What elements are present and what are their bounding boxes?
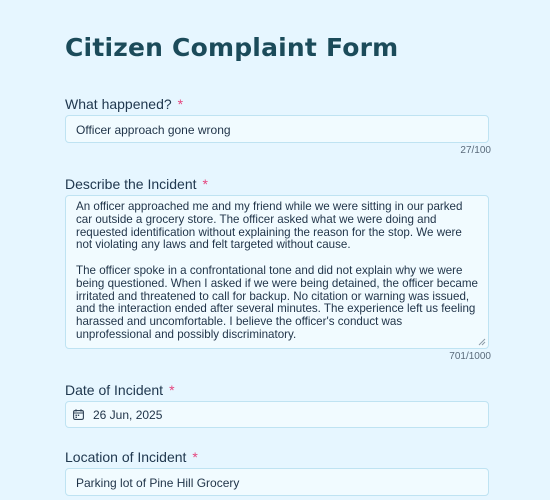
description-textarea[interactable]	[65, 195, 489, 349]
what-happened-counter: 27/100	[460, 145, 491, 156]
description-label-text: Describe the Incident	[65, 176, 197, 192]
description-paragraph-2: The officer spoke in a confrontational tone and did not explain why we were being questioned. When I asked if we were being detained, the officer became irritated and threatened to call for backup. No citation or warning was issued, and the interaction ended after several minutes. The experience left us feeling harassed and uncomfortable. I believe the officer's conduct was unprofessional and possibly discriminatory.	[76, 263, 478, 341]
date-label	[65, 382, 175, 398]
location-label	[65, 449, 198, 465]
description-paragraph-1: An officer approached me and my friend while we were sitting in our parked car outside a grocery store. The officer asked what we were doing and requested identification without explaining the reason for the stop. We were not violating any laws and felt targeted without cause.	[76, 200, 463, 252]
location-value: Parking lot of Pine Hill Grocery	[76, 476, 240, 490]
page-title: Citizen Complaint Form	[65, 33, 399, 62]
date-label-text: Date of Incident	[65, 382, 164, 398]
date-value: 26 Jun, 2025	[93, 408, 163, 422]
required-asterisk: *	[177, 96, 184, 112]
calendar-icon	[73, 409, 84, 420]
description-text	[76, 201, 478, 342]
resize-handle-icon[interactable]	[478, 338, 486, 346]
what-happened-label-text: What happened?	[65, 96, 172, 112]
what-happened-label	[65, 96, 183, 112]
location-input[interactable]	[65, 468, 489, 496]
description-label	[65, 176, 208, 192]
location-label-text: Location of Incident	[65, 449, 187, 465]
what-happened-input[interactable]	[65, 115, 489, 143]
description-counter: 701/1000	[449, 351, 491, 362]
required-asterisk: *	[169, 382, 175, 398]
date-input[interactable]	[65, 401, 489, 428]
what-happened-value: Officer approach gone wrong	[76, 123, 231, 137]
required-asterisk: *	[192, 449, 198, 465]
required-asterisk: *	[202, 176, 208, 192]
